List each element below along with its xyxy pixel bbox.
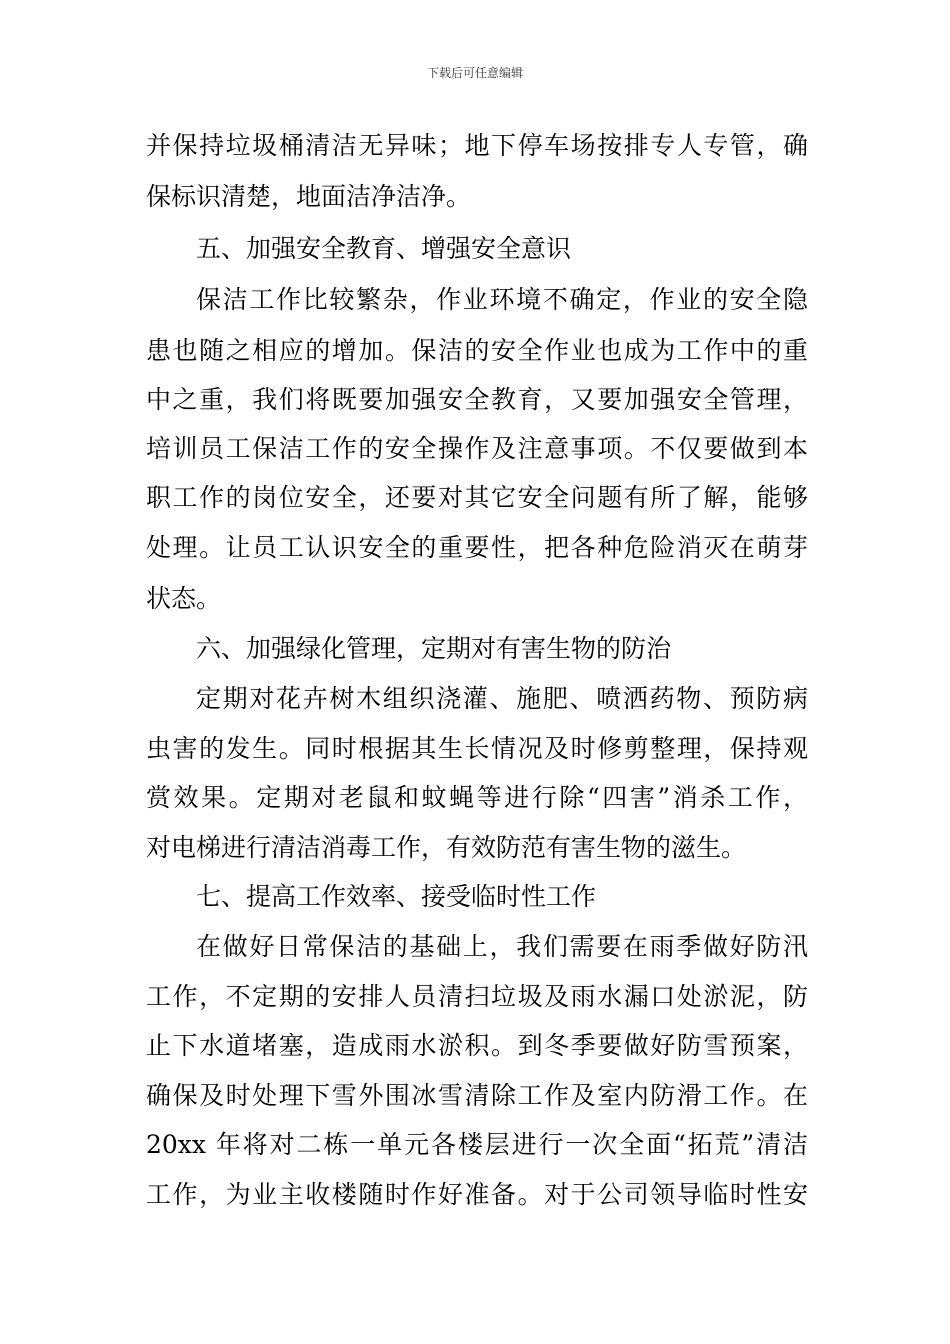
text-line: 对电梯进行清洁消毒工作，有效防范有害生物的滋生。 — [146, 833, 747, 862]
text-line: 止下水道堵塞，造成雨水淤积。到冬季要做好防雪预案， — [146, 1031, 808, 1060]
section-heading: 六、加强绿化管理，定期对有害生物的防治 — [196, 634, 672, 663]
text-line: 并保持垃圾桶清洁无异味；地下停车场按排专人专管，确 — [146, 131, 808, 160]
text-line: 20xx 年将对二栋一单元各楼层进行一次全面“拓荒”清洁 — [146, 1130, 808, 1159]
text-line: 中之重，我们将既要加强安全教育，又要加强安全管理， — [146, 385, 808, 414]
text-line: 在做好日常保洁的基础上，我们需要在雨季做好防汛 — [196, 932, 808, 961]
text-line: 虫害的发生。同时根据其生长情况及时修剪整理，保持观 — [146, 734, 808, 763]
text-line: 职工作的岗位安全，还要对其它安全问题有所了解，能够 — [146, 483, 808, 512]
text-line: 确保及时处理下雪外围冰雪清除工作及室内防滑工作。在 — [146, 1081, 808, 1110]
text-line: 患也随之相应的增加。保洁的安全作业也成为工作中的重 — [146, 336, 808, 365]
text-line: 定期对花卉树木组织浇灌、施肥、喷洒药物、预防病 — [196, 684, 808, 713]
page-header: 下载后可任意编辑 — [426, 66, 523, 80]
text-line: 工作，为业主收楼随时作好准备。对于公司领导临时性安 — [146, 1180, 808, 1209]
text-line: 培训员工保洁工作的安全操作及注意事项。不仅要做到本 — [146, 434, 808, 463]
section-heading: 七、提高工作效率、接受临时性工作 — [196, 882, 597, 911]
text-line: 处理。让员工认识安全的重要性，把各种危险消灭在萌芽 — [146, 533, 808, 562]
text-line: 赏效果。定期对老鼠和蚊蝇等进行除“四害”消杀工作， — [146, 783, 808, 812]
text-line: 工作，不定期的安排人员清扫垃圾及雨水漏口处淤泥，防 — [146, 982, 808, 1011]
text-line: 保标识清楚，地面洁净洁净。 — [146, 182, 472, 211]
text-line: 状态。 — [146, 584, 222, 613]
section-heading: 五、加强安全教育、增强安全意识 — [196, 234, 572, 263]
text-line: 保洁工作比较繁杂，作业环境不确定，作业的安全隐 — [196, 285, 808, 314]
